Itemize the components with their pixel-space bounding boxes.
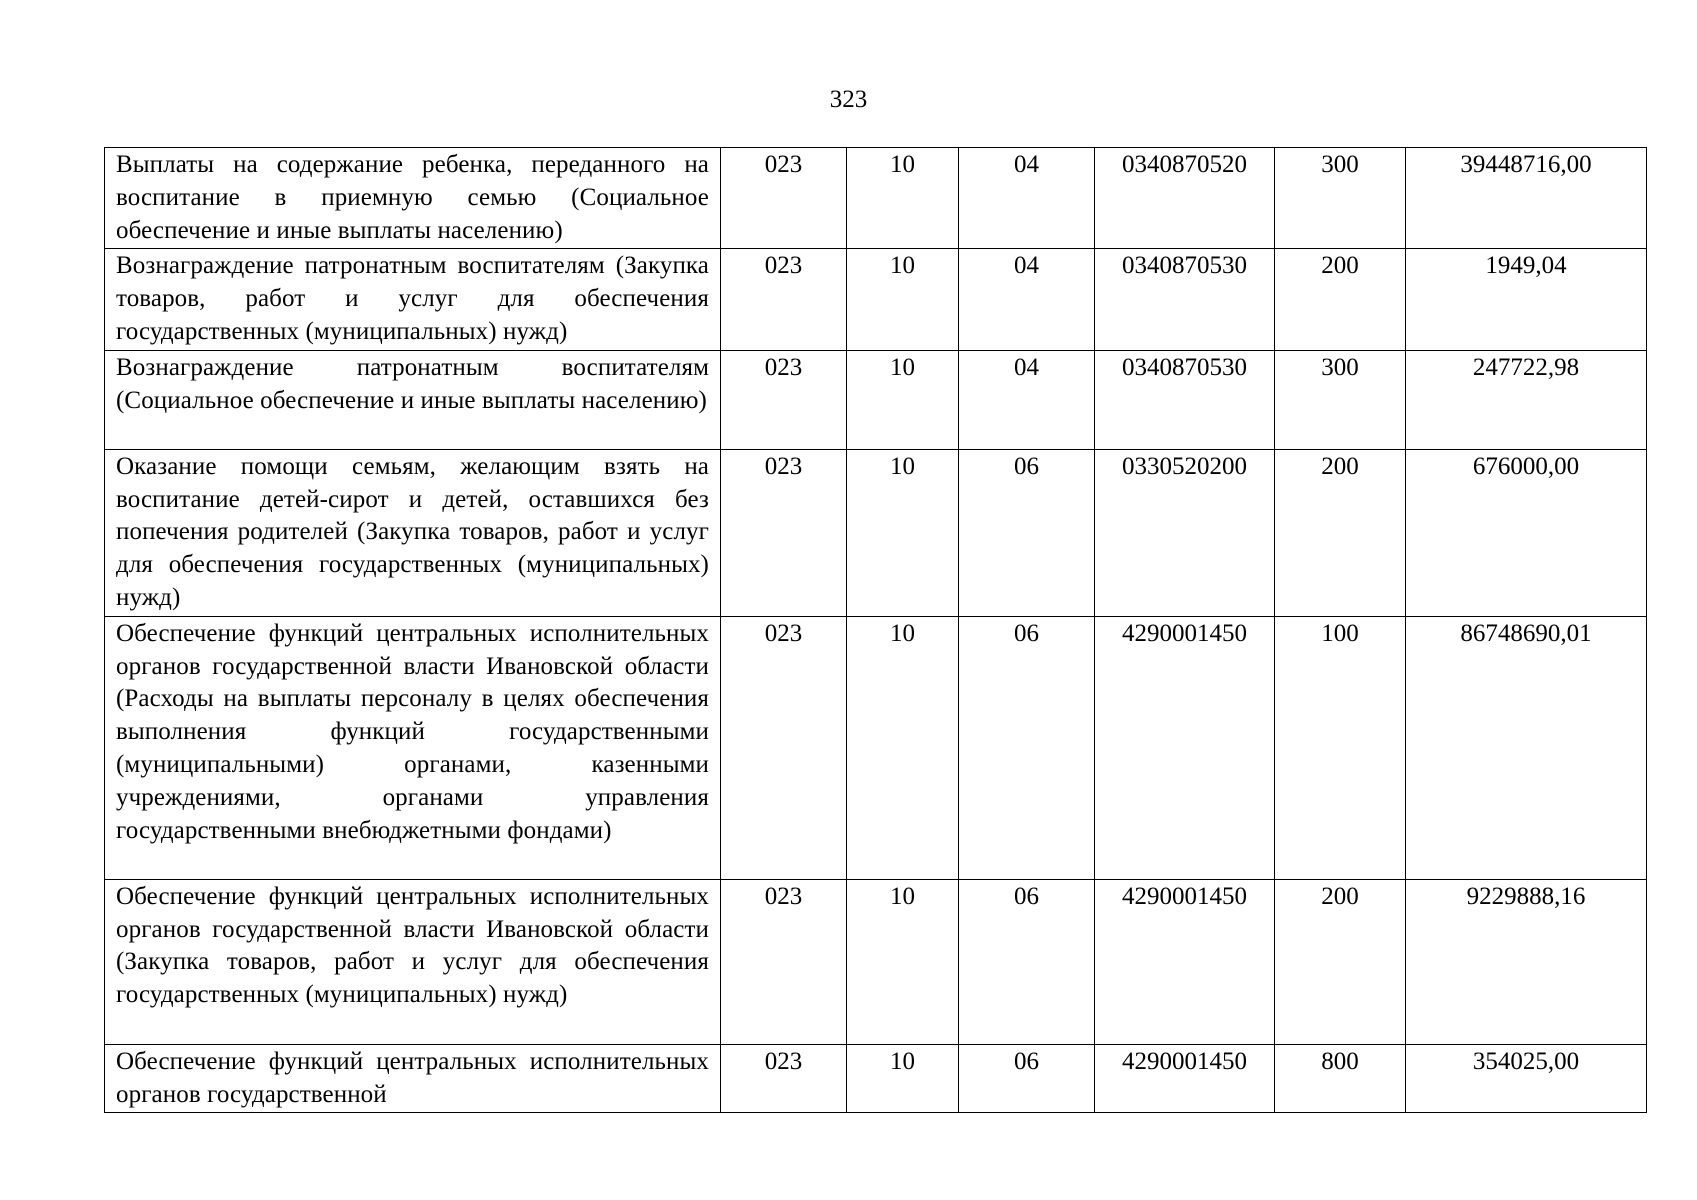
expense-type-code: 300 [1275,148,1406,249]
section-code: 10 [847,148,959,249]
subsection-code: 06 [959,616,1095,879]
amount: 9229888,16 [1406,879,1647,1044]
ministry-code: 023 [721,1044,847,1113]
target-code: 4290001450 [1095,879,1275,1044]
subsection-code: 04 [959,350,1095,449]
target-code: 4290001450 [1095,1044,1275,1113]
subsection-code: 06 [959,1044,1095,1113]
table-row [105,449,1647,616]
section-code: 10 [847,350,959,449]
section-code: 10 [847,1044,959,1113]
section-code: 10 [847,449,959,616]
expense-type-code: 100 [1275,616,1406,879]
ministry-code: 023 [721,350,847,449]
ministry-code: 023 [721,249,847,350]
target-code: 0340870530 [1095,249,1275,350]
ministry-code: 023 [721,879,847,1044]
target-code: 0340870520 [1095,148,1275,249]
subsection-code: 04 [959,148,1095,249]
subsection-code: 06 [959,879,1095,1044]
expense-type-code: 800 [1275,1044,1406,1113]
ministry-code: 023 [721,148,847,249]
table-row [105,148,1647,249]
table-row [105,350,1647,449]
expense-type-code: 300 [1275,350,1406,449]
table-row [105,1044,1647,1113]
row-description: Обеспечение функций центральных исполнительных органов государственной власти Ивановской области (Закупка товаров, работ и услуг для обеспечения государственных (муниципальных) нужд) [105,879,721,1044]
expense-type-code: 200 [1275,449,1406,616]
row-description: Выплаты на содержание ребенка, переданного на воспитание в приемную семью (Социальное обеспечение и иные выплаты населению) [105,148,721,249]
table-row [105,616,1647,879]
section-code: 10 [847,879,959,1044]
expense-type-code: 200 [1275,879,1406,1044]
section-code: 10 [847,616,959,879]
page-number: 323 [829,86,868,113]
section-code: 10 [847,249,959,350]
row-description: Оказание помощи семьям, желающим взять на воспитание детей-сирот и детей, оставшихся без попечения родителей (Закупка товаров, работ и услуг для обеспечения государственных (муниципальных) нужд) [105,449,721,616]
subsection-code: 04 [959,249,1095,350]
amount: 86748690,01 [1406,616,1647,879]
row-description: Обеспечение функций центральных исполнительных органов государственной власти Ивановской области (Расходы на выплаты персоналу в целях обеспечения выполнения функций государственными (муниципальными) органами, казенными учреждениями, органами управления государственными внебюджетными фондами) [105,616,721,879]
amount: 247722,98 [1406,350,1647,449]
ministry-code: 023 [721,449,847,616]
target-code: 4290001450 [1095,616,1275,879]
ministry-code: 023 [721,616,847,879]
budget-table [104,147,1647,1113]
table-row [105,879,1647,1044]
table-row [105,249,1647,350]
amount: 1949,04 [1406,249,1647,350]
row-description: Вознаграждение патронатным воспитателям (Социальное обеспечение и иные выплаты населению) [105,350,721,449]
row-description: Обеспечение функций центральных исполнительных органов государственной [105,1044,721,1113]
amount: 676000,00 [1406,449,1647,616]
target-code: 0340870530 [1095,350,1275,449]
amount: 39448716,00 [1406,148,1647,249]
row-description: Вознаграждение патронатным воспитателям (Закупка товаров, работ и услуг для обеспечения государственных (муниципальных) нужд) [105,249,721,350]
amount: 354025,00 [1406,1044,1647,1113]
expense-type-code: 200 [1275,249,1406,350]
subsection-code: 06 [959,449,1095,616]
target-code: 0330520200 [1095,449,1275,616]
